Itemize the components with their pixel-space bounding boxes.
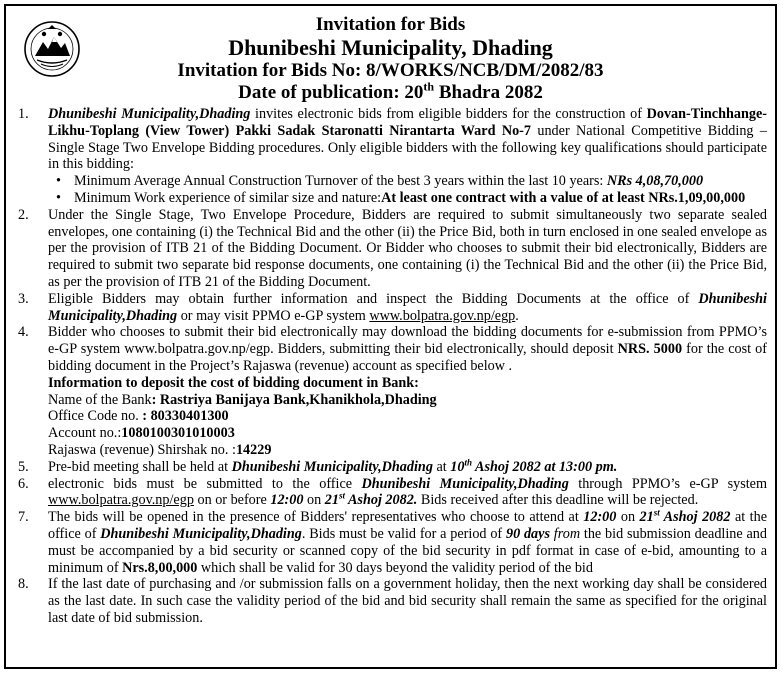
clause-number: 1. xyxy=(18,106,29,122)
clause-8 xyxy=(6,576,775,626)
clause-text: Under the Single Stage, Two Envelope Procedure, Bidders are required to submit simultaneously two separate sealed envelopes, one containing (i) the Technical Bid and the other (ii) the Price Bid, both in turn enclosed in one sealed envelope as per the provision of ITB 21 of the Bidding Document. Or Bidder who chooses to submit their bid electronically, Bidders are required to submit two separate bid response documents, one containing (i) the Technical Bid and the other (ii) the Price Bid, as per the provision of ITB 21 of the Bidding Document. xyxy=(48,206,767,290)
prebid-date xyxy=(450,459,617,475)
org-name: Dhunibeshi Municipality,Dhading xyxy=(100,525,302,542)
egp-link[interactable]: www.bolpatra.gov.np/egp xyxy=(48,492,194,509)
clause-text: for the cost of bidding document in the Project’s Rajaswa (revenue) account as specified below . xyxy=(48,341,767,374)
office-code-value: : 80330401300 xyxy=(142,408,229,425)
office-code-row xyxy=(48,408,767,425)
date-sup: th xyxy=(464,457,472,467)
date-sup: st xyxy=(653,507,660,518)
qualification-list xyxy=(48,173,767,207)
bid-security-amount: Nrs.8,00,000 xyxy=(122,559,198,576)
clause-text: which shall be valid for 30 days beyond the validity period of the bid xyxy=(197,559,593,576)
notice-title: Invitation for Bids xyxy=(315,14,466,35)
opening-time: 12:00 xyxy=(583,509,617,526)
clause-7 xyxy=(6,509,775,576)
clause-number: 5. xyxy=(18,458,29,475)
date-rest: Ashoj 2082. xyxy=(344,492,418,509)
date-rest: Ashoj 2082 at 13:00 pm. xyxy=(471,458,618,475)
document-fee: NRS. 5000 xyxy=(617,341,683,358)
clause-text: The bids will be opened in the presence of Bidders' representatives who choose to attend at xyxy=(48,509,584,526)
clause-1 xyxy=(6,106,775,207)
clause-text: Bidder who chooses to submit their bid electronically may download the bidding documents for e-submission from PPMO’s e-GP system www.bolpatra.gov.np/egp. Bidders, submitting their bid electronically, should deposit xyxy=(48,324,767,358)
nepal-emblem-icon xyxy=(23,20,81,78)
clause-number: 6. xyxy=(18,475,29,492)
publication-date-suffix: Bhadra 2082 xyxy=(434,82,543,103)
publication-date-prefix: Date of publication: 20 xyxy=(238,82,424,103)
clause-text: at the office of xyxy=(48,509,767,542)
clause-text: Eligible Bidders may obtain further information and inspect the Bidding Documents at the office of xyxy=(48,290,699,307)
clause-text: the bid submission deadline and must be accompanied by a bid security or scanned copy of the bid security in pdf format in case of e-bid, amounting to a minimum of xyxy=(48,525,767,576)
clause-number: 8. xyxy=(18,576,29,593)
clause-text: Bids received after this deadline will be rejected. xyxy=(417,492,699,509)
bank-info-heading: Information to deposit the cost of bidding document in Bank: xyxy=(48,374,419,391)
validity-days: 90 days xyxy=(505,525,550,542)
date-rest: Ashoj 2082 xyxy=(659,509,731,526)
org-name: Dhunibeshi Municipality,Dhading xyxy=(48,106,251,122)
clause-3 xyxy=(6,291,775,325)
date-sup: st xyxy=(338,490,345,501)
clause-number: 7. xyxy=(18,509,29,526)
clause-5 xyxy=(6,459,775,476)
date-day: 21 xyxy=(639,509,654,526)
clause-6 xyxy=(6,476,775,510)
bank-name-value: : Rastriya Banijaya Bank,Khanikhola,Dhading xyxy=(151,391,437,408)
org-name: Dhunibeshi Municipality,Dhading xyxy=(231,458,433,475)
clause-text: Pre-bid meeting shall be held at xyxy=(48,458,232,475)
project-name: Dovan-Tinchhange-Likhu-Toplang (View Tower) Pakki Sadak Staronatti Nirantarta Ward No-7 xyxy=(48,106,767,139)
rajaswa-value: 14229 xyxy=(235,441,272,458)
clause-text: under National Competitive Bidding – Single Stage Two Envelope Bidding procedures. Only eligible bidders with the following key qualifications should participate in this bidding: xyxy=(48,122,767,173)
clause-text: invites electronic bids from eligible bidders for the construction of xyxy=(250,106,647,122)
qualification-turnover xyxy=(48,173,767,190)
qualification-experience xyxy=(48,190,767,207)
qualification-text: Minimum Work experience of similar size and nature: xyxy=(74,189,382,206)
clause-text: at xyxy=(432,458,451,475)
account-value: 1080100301010003 xyxy=(121,425,235,442)
publication-date-sup: th xyxy=(423,79,435,94)
clause-text: on xyxy=(616,509,640,526)
bid-number: Invitation for Bids No: 8/WORKS/NCB/DM/2082/83 xyxy=(177,60,604,81)
clause-text: through PPMO’s e-GP system xyxy=(568,475,767,492)
experience-value: At least one contract with a value of at least NRs.1,09,00,000 xyxy=(381,189,746,206)
clause-text: or may visit PPMO e-GP system xyxy=(177,307,370,324)
submission-date xyxy=(325,492,418,508)
org-name: Dhunibeshi Municipality,Dhading xyxy=(48,290,767,324)
bank-name-label: Name of the Bank xyxy=(48,391,152,408)
clause-text: electronic bids must be submitted to the office xyxy=(48,475,362,492)
clause-text: on or before xyxy=(193,492,271,509)
bank-info xyxy=(48,375,767,459)
clause-text: . Bids must be valid for a period of xyxy=(301,525,506,542)
submission-time: 12:00 xyxy=(270,492,304,509)
publication-date xyxy=(6,79,775,104)
date-day: 21 xyxy=(324,492,339,509)
clause-number: 4. xyxy=(18,324,29,341)
clause-number: 3. xyxy=(18,290,29,307)
date-day: 10 xyxy=(450,458,465,475)
rajaswa-label: Rajaswa (revenue) Shirshak no. : xyxy=(48,441,236,458)
account-label: Account no.: xyxy=(48,425,122,442)
clause-list xyxy=(6,106,775,627)
opening-date xyxy=(640,509,731,525)
clause-text-from: from xyxy=(549,525,581,542)
notice-frame xyxy=(4,4,777,669)
clause-2 xyxy=(6,207,775,291)
clause-text: . xyxy=(515,307,519,324)
office-code-label: Office Code no. xyxy=(48,408,143,425)
clause-text: If the last date of purchasing and /or submission falls on a government holiday, then the next working day shall be considered as the last date. In such case the validity period of the bid and bid security shall remain the same as specified for the original last date of bid submission. xyxy=(48,576,767,626)
rajaswa-row xyxy=(48,442,767,459)
qualification-text: Minimum Average Annual Construction Turnover of the best 3 years within the last 10 years: xyxy=(74,173,607,190)
org-name: Dhunibeshi Municipality,Dhading xyxy=(361,475,569,492)
organization-name: Dhunibeshi Municipality, Dhading xyxy=(228,35,553,60)
clause-text: on xyxy=(303,492,325,509)
turnover-value: NRs 4,08,70,000 xyxy=(606,173,704,190)
clause-number: 2. xyxy=(18,206,29,223)
clause-4 xyxy=(6,324,775,458)
account-row xyxy=(48,425,767,442)
bank-name-row xyxy=(48,392,767,409)
egp-link[interactable]: www.bolpatra.gov.np/egp xyxy=(369,307,516,324)
